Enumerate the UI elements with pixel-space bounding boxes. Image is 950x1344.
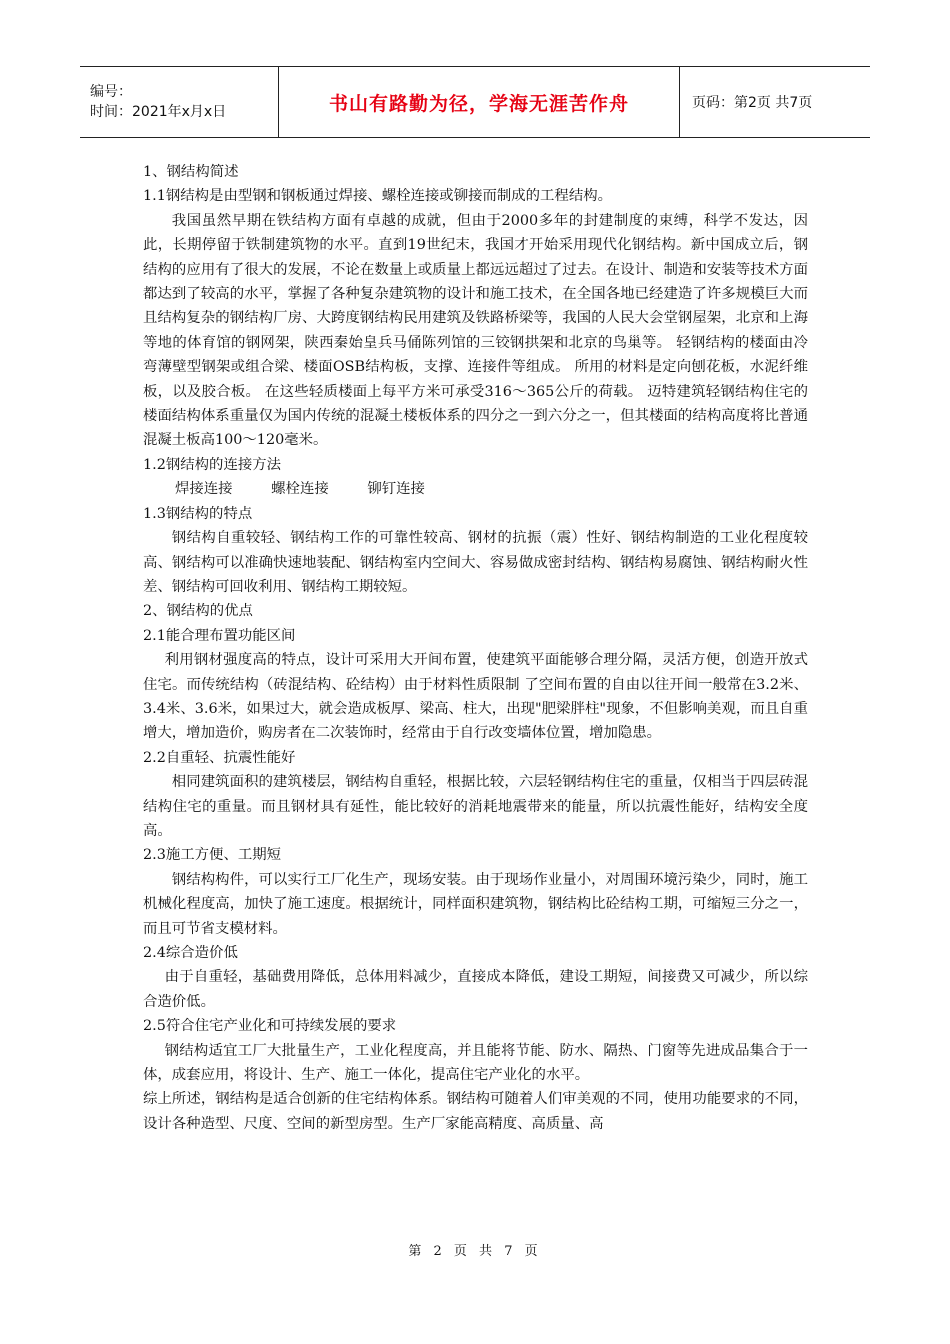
method-item: 焊接连接 — [175, 481, 233, 498]
paragraph: 钢结构适宜工厂大批量生产，工业化程度高，并且能将节能、防水、隔热、门窗等先进成品集合于一体，成套应用，将设计、生产、施工一体化，提高住宅产业化的水平。 — [143, 1042, 808, 1084]
page-footer — [0, 1240, 950, 1259]
header-page-info — [680, 67, 870, 137]
subsection-heading: 2.5符合住宅产业化和可持续发展的要求 — [143, 1018, 397, 1035]
subsection-heading: 1.3钢结构的特点 — [143, 505, 253, 522]
header-motto — [279, 67, 680, 137]
method-item: 铆钉连接 — [367, 481, 425, 498]
paragraph: 我国虽然早期在铁结构方面有卓越的成就，但由于2000多年的封建制度的束缚，科学不发达，因此，长期停留于铁制建筑物的水平。直到19世纪末，我国才开始采用现代化钢结构。新中国成立后，钢结构的应用有了很大的发展，不论在数量上或质量上都远远超过了过去。在设计、制造和安装等技术方面都达到了较高的水平，掌握了各种复杂建筑物的设计和施工技术，在全国各地已经建造了许多规模巨大而且结构复杂的钢结构厂房、大跨度钢结构民用建筑及铁路桥梁等，我国的人民大会堂钢屋架，北京和上海等地的体育馆的钢网架，陕西秦始皇兵马俑陈列馆的三铰钢拱架和北京的鸟巢等。 轻钢结构的楼面由冷弯薄壁型钢架或组合梁、楼面OSB结构板，支撑、连接件等组成。 所用的材料是定向刨花板，水泥纤维板，以及胶合板。 在这些轻质楼面上每平方米可承受316～365公斤的荷载。 迈特建筑轻钢结构住宅的楼面结构体系重量仅为国内传统的混凝土楼板体系的四分之一到六分之一，但其楼面的结构高度将比普通混凝土板高100～120毫米。 — [143, 212, 808, 449]
page-header — [80, 66, 870, 138]
header-meta — [80, 67, 279, 137]
subsection-heading: 2.3施工方便、工期短 — [143, 847, 282, 864]
subsection-heading: 2.2自重轻、抗震性能好 — [143, 749, 296, 766]
method-item: 螺栓连接 — [271, 481, 329, 498]
paragraph: 钢结构自重较轻、钢结构工作的可靠性较高、钢材的抗振（震）性好、钢结构制造的工业化程度较高、钢结构可以准确快速地装配、钢结构室内空间大、容易做成密封结构、钢结构易腐蚀、钢结构耐火性差、钢结构可回收利用、钢结构工期较短。 — [143, 530, 808, 595]
page-number-label: 页码：第2页 共7页 — [692, 95, 813, 111]
subsection-heading: 2.4综合造价低 — [143, 945, 238, 961]
document-number-label: 编号： — [90, 84, 132, 100]
section-heading: 2、钢结构的优点 — [143, 603, 253, 620]
paragraph: 相同建筑面积的建筑楼层，钢结构自重轻，根据比较，六层轻钢结构住宅的重量，仅相当于四层砖混结构住宅的重量。而且钢材具有延性，能比较好的消耗地震带来的能量，所以抗震性能好，结构安全度高。 — [143, 774, 808, 839]
motto-text: 书山有路勤为径，学海无涯苦作舟 — [328, 92, 629, 115]
connection-methods — [143, 477, 808, 501]
subsection-heading: 2.1能合理布置功能区间 — [143, 627, 296, 644]
section-heading: 1、钢结构简述 — [143, 164, 239, 180]
footer-page-number: 第 2 页 共 7 页 — [408, 1244, 542, 1259]
subsection-heading: 1.1钢结构是由型钢和钢板通过焊接、螺栓连接或铆接而制成的工程结构。 — [143, 188, 612, 205]
paragraph: 由于自重轻，基础费用降低，总体用料减少，直接成本降低，建设工期短，间接费又可减少，所以综合造价低。 — [143, 969, 808, 1010]
document-date-label: 时间：2021年x月x日 — [90, 104, 227, 120]
subsection-heading: 1.2钢结构的连接方法 — [143, 456, 282, 473]
document-body — [143, 160, 808, 1136]
paragraph: 钢结构构件，可以实行工厂化生产，现场安装。由于现场作业量小，对周围环境污染少，同时，施工机械化程度高，加快了施工速度。根据统计，同样面积建筑物，钢结构比砼结构工期，可缩短三分之一，而且可节省支模材料。 — [143, 871, 808, 937]
paragraph: 综上所述，钢结构是适合创新的住宅结构体系。钢结构可随着人们审美观的不同，使用功能要求的不同，设计各种造型、尺度、空间的新型房型。生产厂家能高精度、高质量、高 — [143, 1091, 808, 1132]
paragraph: 利用钢材强度高的特点，设计可采用大开间布置，使建筑平面能够合理分隔，灵活方便，创造开放式住宅。而传统结构（砖混结构、砼结构）由于材料性质限制 了空间布置的自由以往开间一般常在3.2米、3.4米、3.6米，如果过大，就会造成板厚、梁高、柱大，出现"肥梁胖柱"现象，不但影响美观，而且自重 增大，增加造价，购房者在二次装饰时，经常由于自行改变墙体位置，增加隐患。 — [143, 652, 808, 742]
